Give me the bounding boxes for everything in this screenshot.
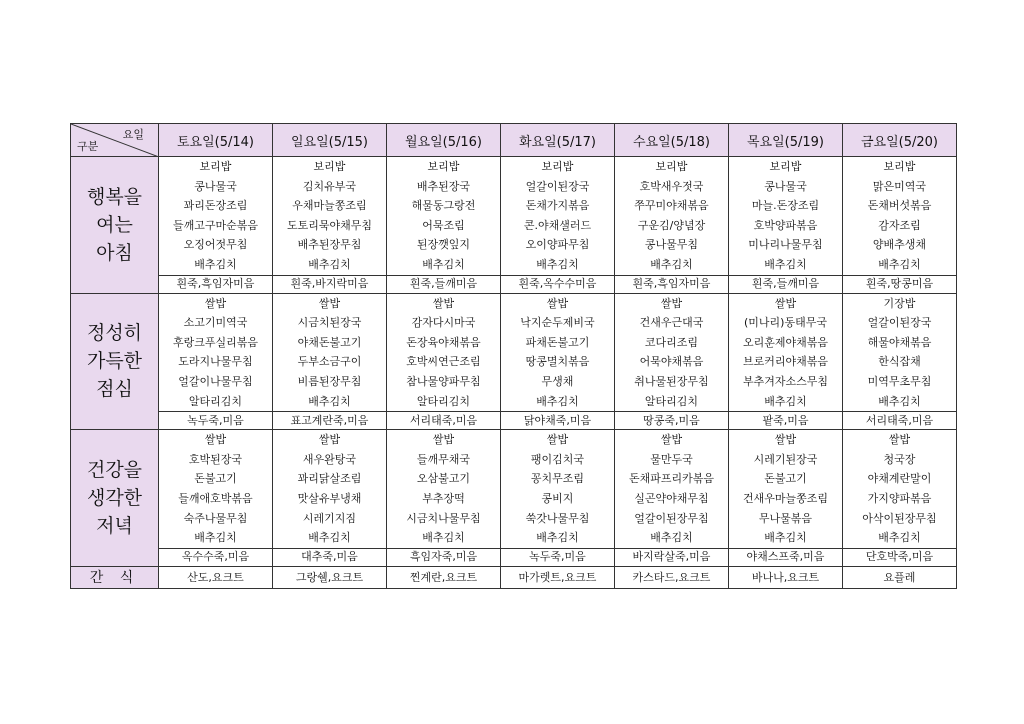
menu-item: 호박양파볶음 — [753, 218, 818, 232]
menu-item: 쌀밥 — [432, 433, 455, 447]
menu-cell — [615, 157, 729, 276]
menu-cell — [501, 430, 615, 549]
porridge-cell: 야채스프죽,미음 — [729, 548, 843, 566]
menu-item: 물만두국 — [650, 452, 693, 466]
meal-category-cell — [71, 157, 159, 294]
menu-item: 얼갈이된장국 — [867, 316, 932, 330]
meal-category-label: 생각한 — [86, 486, 143, 509]
menu-item: 한식잡채 — [878, 355, 921, 369]
meal-category-label: 아침 — [96, 241, 133, 264]
menu-item: 호박된장국 — [188, 452, 243, 466]
menu-item: 무생채 — [541, 374, 574, 388]
snack-cell: 바나나,요크트 — [729, 566, 843, 588]
menu-item: 콩비지 — [541, 491, 574, 505]
menu-item: 시레기된장국 — [753, 452, 818, 466]
menu-item: 마늘.돈장조림 — [751, 199, 820, 213]
menu-item: 팽이김치국 — [530, 452, 585, 466]
menu-item: 브로커리야채볶음 — [742, 355, 828, 369]
porridge-cell: 흰죽,흑임자미음 — [615, 275, 729, 293]
menu-item: 배추김치 — [878, 257, 921, 271]
menu-item: 우채마늘쫑조림 — [292, 199, 367, 213]
menu-item: 배추김치 — [764, 394, 807, 408]
menu-item: 쌀밥 — [546, 296, 569, 310]
menu-item: 비름된장무침 — [297, 374, 362, 388]
menu-item: 도토리묵야채무침 — [286, 218, 372, 232]
menu-item: 야채계란말이 — [867, 472, 932, 486]
day-header: 금요일(5/20) — [843, 124, 957, 157]
menu-item: 쌀밥 — [432, 296, 455, 310]
menu-item: 보리밥 — [313, 160, 346, 173]
menu-item: 배추된장국 — [416, 179, 471, 193]
meal-category-label: 행복을 — [86, 185, 143, 208]
menu-item: 배추김치 — [422, 531, 465, 545]
menu-cell — [843, 293, 957, 412]
menu-item: 쌀밥 — [660, 296, 683, 310]
menu-item: 양배추생채 — [872, 238, 927, 252]
menu-item: 콩나물국 — [764, 179, 807, 193]
snack-cell: 산도,요크트 — [159, 566, 273, 588]
porridge-cell: 서리태죽,미음 — [387, 412, 501, 430]
menu-item: 쌀밥 — [660, 433, 683, 447]
header-row — [71, 124, 957, 157]
menu-item: 숙주나물무침 — [183, 511, 248, 525]
menu-item: 무나물볶음 — [758, 511, 813, 525]
menu-item: 오리훈제야채볶음 — [742, 335, 828, 349]
porridge-cell: 흰죽,들깨미음 — [387, 275, 501, 293]
menu-item: 꽈리닭살조림 — [297, 472, 362, 486]
porridge-cell: 땅콩죽,미음 — [615, 412, 729, 430]
menu-item: 배추김치 — [536, 531, 579, 545]
corner-category-label: 구분 — [77, 140, 99, 153]
menu-item: 배추김치 — [536, 394, 579, 408]
menu-item: 얼갈이된장국 — [525, 179, 590, 193]
meal-category-cell — [71, 430, 159, 567]
menu-item: 보리밥 — [199, 160, 232, 173]
porridge-row — [71, 275, 957, 293]
snack-category-cell: 간 식 — [71, 566, 159, 588]
menu-item: 보리밥 — [541, 160, 574, 173]
menu-item: 오징어젓무침 — [183, 238, 248, 252]
menu-item: 코다리조림 — [644, 335, 699, 349]
porridge-row — [71, 412, 957, 430]
menu-item: 배추김치 — [536, 257, 579, 271]
menu-cell — [501, 157, 615, 276]
menu-item: 배추김치 — [650, 531, 693, 545]
menu-item: 어묵조림 — [422, 218, 465, 232]
menu-item: 건새우마늘쫑조림 — [742, 491, 828, 505]
menu-item: 들깨고구마순볶음 — [172, 218, 258, 232]
meal-category-label: 점심 — [96, 378, 133, 401]
menu-item: 얼갈이나물무침 — [178, 374, 253, 388]
menu-cell — [729, 293, 843, 412]
menu-item: 배추김치 — [764, 531, 807, 545]
day-header: 화요일(5/17) — [501, 124, 615, 157]
menu-item: 시금치된장국 — [297, 316, 362, 330]
snack-cell: 마가렛트,요크트 — [501, 566, 615, 588]
menu-item: 쭈꾸미야채볶음 — [634, 199, 709, 213]
porridge-cell: 서리태죽,미음 — [843, 412, 957, 430]
menu-cell — [159, 293, 273, 412]
menu-item: 실곤약야채무침 — [634, 491, 709, 505]
menu-item: 들깨애호박볶음 — [178, 491, 253, 505]
menu-item: 해물동그랑전 — [411, 199, 476, 213]
menu-item: 구운김/양념장 — [637, 218, 706, 232]
meal-category-label: 저녁 — [96, 514, 133, 537]
menu-item: 배추김치 — [194, 531, 237, 545]
menu-cell — [273, 157, 387, 276]
menu-item: 땅콩멸치볶음 — [525, 355, 590, 369]
day-header: 목요일(5/19) — [729, 124, 843, 157]
menu-item: 배추된장무침 — [297, 238, 362, 252]
menu-cell — [501, 293, 615, 412]
menu-item: 해물야채볶음 — [867, 335, 932, 349]
menu-item: 쌀밥 — [888, 433, 911, 447]
porridge-cell: 흑임자죽,미음 — [387, 548, 501, 566]
menu-item: 꽁치무조림 — [530, 472, 585, 486]
menu-item: (미나리)동태무국 — [744, 316, 827, 330]
porridge-cell: 흰죽,들깨미음 — [729, 275, 843, 293]
meal-category-cell — [71, 293, 159, 430]
menu-item: 돈불고기 — [194, 472, 237, 486]
menu-item: 꽈리돈장조림 — [183, 199, 248, 213]
day-header: 수요일(5/18) — [615, 124, 729, 157]
menu-cell — [843, 157, 957, 276]
menu-item: 쌀밥 — [774, 296, 797, 310]
snack-cell: 요플레 — [843, 566, 957, 588]
porridge-cell: 단호박죽,미음 — [843, 548, 957, 566]
meal-category-label: 정성히 — [86, 322, 143, 345]
menu-cell — [729, 430, 843, 549]
menu-item: 돈채버섯볶음 — [867, 199, 932, 213]
porridge-cell: 바지락살죽,미음 — [615, 548, 729, 566]
menu-cell — [273, 293, 387, 412]
snack-cell: 카스타드,요크트 — [615, 566, 729, 588]
menu-item: 콩나물무침 — [644, 238, 699, 252]
menu-item: 아삭이된장무침 — [862, 511, 937, 525]
menu-item: 호박씨연근조림 — [406, 355, 481, 369]
menu-cell — [159, 157, 273, 276]
menu-item: 두부소금구이 — [297, 355, 362, 369]
menu-item: 돈불고기 — [764, 472, 807, 486]
meal-category-label: 여는 — [96, 213, 133, 236]
menu-item: 돈채파프리카볶음 — [628, 472, 714, 486]
menu-cell — [387, 293, 501, 412]
menu-item: 들깨무채국 — [416, 452, 471, 466]
meal-row — [71, 430, 957, 549]
menu-item: 배추김치 — [422, 257, 465, 271]
menu-item: 된장깻잎지 — [416, 238, 471, 252]
menu-cell — [387, 430, 501, 549]
menu-item: 배추김치 — [878, 394, 921, 408]
menu-item: 새우완탕국 — [302, 452, 357, 466]
menu-item: 미역무초무침 — [867, 374, 932, 388]
porridge-cell: 닭야채죽,미음 — [501, 412, 615, 430]
menu-item: 기장밥 — [883, 296, 916, 310]
menu-item: 쌀밥 — [204, 296, 227, 310]
meal-category-label: 건강을 — [86, 458, 143, 481]
menu-item: 돈장육야채볶음 — [406, 335, 481, 349]
menu-item: 참나물양파무침 — [406, 374, 481, 388]
menu-item: 배추김치 — [308, 531, 351, 545]
menu-item: 얼갈이된장무침 — [634, 511, 709, 525]
menu-item: 호박새우젓국 — [639, 179, 704, 193]
porridge-cell: 대추죽,미음 — [273, 548, 387, 566]
menu-cell — [159, 430, 273, 549]
menu-item: 콩나물국 — [194, 179, 237, 193]
menu-item: 도라지나물무침 — [178, 355, 253, 369]
menu-item: 맛살유부냉채 — [297, 491, 362, 505]
menu-item: 보리밥 — [769, 160, 802, 173]
menu-item: 맑은미역국 — [872, 179, 927, 193]
snack-cell: 그랑쉘,요크트 — [273, 566, 387, 588]
menu-item: 건새우근대국 — [639, 316, 704, 330]
menu-item: 쌀밥 — [546, 433, 569, 447]
menu-item: 배추김치 — [308, 257, 351, 271]
menu-item: 콘.야채샐러드 — [523, 218, 592, 232]
menu-item: 감자다시마국 — [411, 316, 476, 330]
menu-item: 쌀밥 — [318, 433, 341, 447]
porridge-cell: 녹두죽,미음 — [501, 548, 615, 566]
menu-item: 보리밥 — [427, 160, 460, 173]
menu-item: 쑥갓나물무침 — [525, 511, 590, 525]
corner-cell — [71, 124, 159, 157]
menu-item: 보리밥 — [883, 160, 916, 173]
menu-cell — [843, 430, 957, 549]
menu-item: 취나물된장무침 — [634, 374, 709, 388]
menu-cell — [729, 157, 843, 276]
menu-cell — [615, 293, 729, 412]
porridge-cell: 흰죽,흑임자미음 — [159, 275, 273, 293]
menu-item: 돈채가지볶음 — [525, 199, 590, 213]
menu-item: 알타리김치 — [416, 394, 471, 408]
porridge-cell: 팥죽,미음 — [729, 412, 843, 430]
menu-item: 낙지순두제비국 — [520, 316, 595, 330]
menu-cell — [273, 430, 387, 549]
day-header: 일요일(5/15) — [273, 124, 387, 157]
menu-item: 배추김치 — [650, 257, 693, 271]
meal-row — [71, 157, 957, 276]
menu-cell — [387, 157, 501, 276]
snack-row — [71, 566, 957, 588]
day-header: 토요일(5/14) — [159, 124, 273, 157]
menu-item: 야채돈불고기 — [297, 335, 362, 349]
porridge-row — [71, 548, 957, 566]
menu-item: 알타리김치 — [188, 394, 243, 408]
porridge-cell: 옥수수죽,미음 — [159, 548, 273, 566]
weekly-meal-table — [70, 123, 957, 589]
menu-item: 감자조림 — [878, 218, 921, 232]
menu-item: 보리밥 — [655, 160, 688, 173]
menu-item: 쌀밥 — [204, 433, 227, 447]
porridge-cell: 흰죽,옥수수미음 — [501, 275, 615, 293]
menu-item: 파채돈불고기 — [525, 335, 590, 349]
menu-item: 김치유부국 — [302, 179, 357, 193]
porridge-cell: 흰죽,바지락미음 — [273, 275, 387, 293]
menu-item: 부추장떡 — [422, 491, 465, 505]
menu-item: 시금치나물무침 — [406, 511, 481, 525]
menu-cell — [615, 430, 729, 549]
menu-item: 후랑크푸실리볶음 — [172, 335, 258, 349]
menu-item: 쌀밥 — [774, 433, 797, 447]
menu-item: 쌀밥 — [318, 296, 341, 310]
menu-item: 소고기미역국 — [183, 316, 248, 330]
menu-item: 부추겨자소스무침 — [742, 374, 828, 388]
menu-item: 배추김치 — [308, 394, 351, 408]
menu-item: 오삼불고기 — [416, 472, 471, 486]
menu-item: 알타리김치 — [644, 394, 699, 408]
porridge-cell: 녹두죽,미음 — [159, 412, 273, 430]
menu-item: 어묵야채볶음 — [639, 355, 704, 369]
porridge-cell: 흰죽,땅콩미음 — [843, 275, 957, 293]
meal-category-label: 가득한 — [86, 350, 143, 373]
porridge-cell: 표고계란죽,미음 — [273, 412, 387, 430]
menu-item: 청국장 — [883, 452, 916, 466]
menu-item: 배추김치 — [878, 531, 921, 545]
meal-row — [71, 293, 957, 412]
snack-cell: 찐계란,요크트 — [387, 566, 501, 588]
corner-day-label: 요일 — [122, 128, 144, 141]
menu-item: 배추김치 — [194, 257, 237, 271]
day-header: 월요일(5/16) — [387, 124, 501, 157]
menu-item: 배추김치 — [764, 257, 807, 271]
menu-item: 가지양파볶음 — [867, 491, 932, 505]
menu-item: 오이양파무침 — [525, 238, 590, 252]
menu-item: 시레기지짐 — [302, 511, 357, 525]
menu-item: 미나리나물무침 — [748, 238, 823, 252]
